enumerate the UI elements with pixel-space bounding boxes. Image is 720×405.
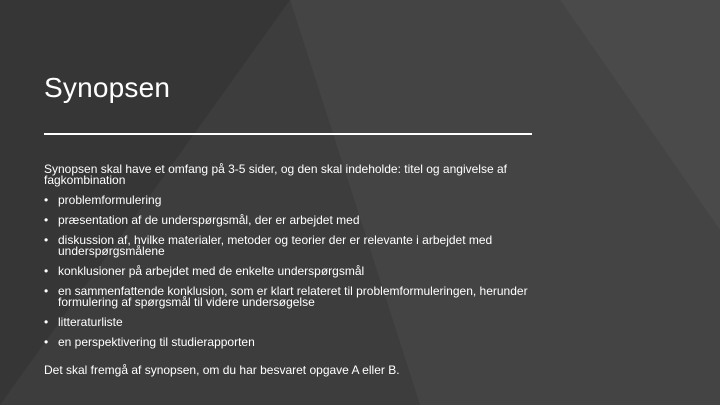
bullet-text: en sammenfattende konklusion, som er klart relateret til problemformuleringen, herunder formulering af spørgsmål til videre undersøgelse [58, 284, 528, 309]
outro-text: Det skal fremgå af synopsen, om du har besvaret opgave A eller B. [44, 363, 400, 377]
bullet-text: problemformulering [58, 193, 162, 207]
bullet-icon: • [44, 233, 49, 247]
bullet-item [44, 195, 574, 206]
title-underline [44, 133, 532, 135]
bullet-text: litteraturliste [58, 315, 123, 329]
bullet-item [44, 317, 574, 328]
bullet-icon: • [44, 315, 49, 329]
slide-body [44, 164, 574, 376]
bullet-item [44, 215, 574, 226]
bullet-item [44, 286, 574, 308]
intro-text: Synopsen skal have et omfang på 3-5 sider, og den skal indeholde: titel og angivelse af fagkombination [44, 162, 507, 187]
bullet-list [44, 195, 574, 348]
bullet-item [44, 235, 574, 257]
bullet-text: en perspektivering til studierapporten [58, 335, 255, 349]
bullet-text: præsentation af de underspørgsmål, der er arbejdet med [58, 213, 360, 227]
bullet-icon: • [44, 284, 49, 298]
bullet-text: konklusioner på arbejdet med de enkelte underspørgsmål [58, 264, 365, 278]
bullet-item [44, 337, 574, 348]
bullet-icon: • [44, 335, 49, 349]
bullet-text: diskussion af, hvilke materialer, metoder og teorier der er relevante i arbejdet med underspørgsmålene [58, 233, 493, 258]
bullet-icon: • [44, 193, 49, 207]
bullet-icon: • [44, 264, 49, 278]
bullet-icon: • [44, 213, 49, 227]
bullet-item [44, 266, 574, 277]
slide-title: Synopsen [44, 72, 171, 103]
